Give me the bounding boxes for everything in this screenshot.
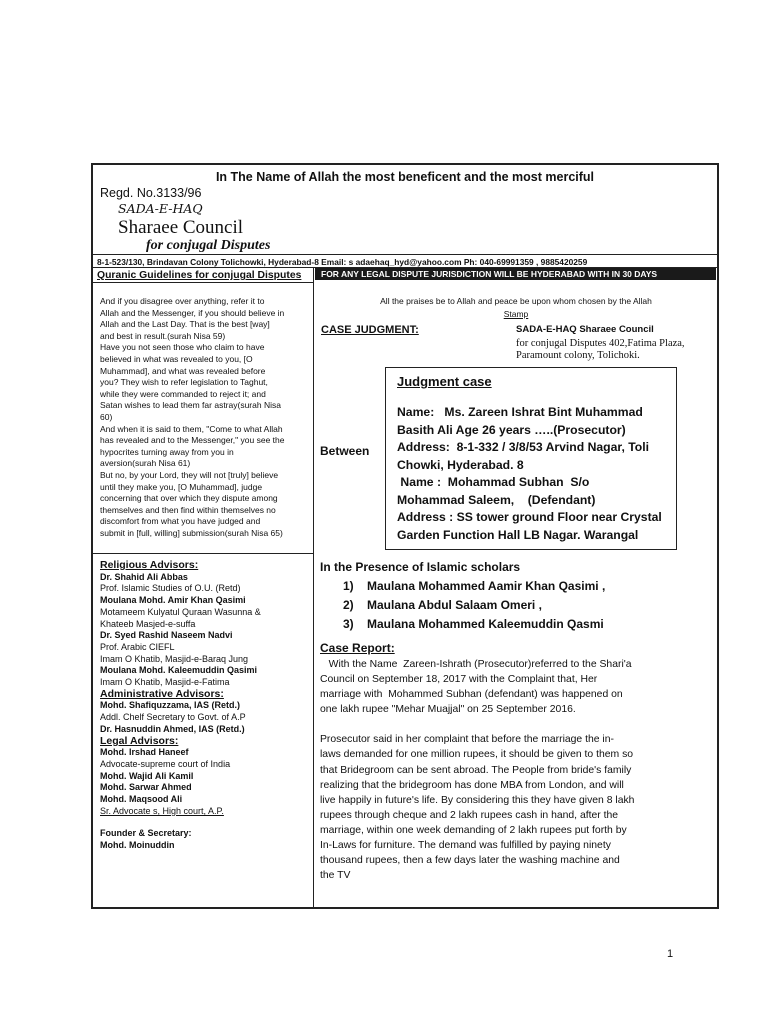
report-line: marriage, within one week demanding of 2 lakh rupees put forth by: [320, 824, 627, 836]
org-address: 8-1-523/130, Brindavan Colony Tolichowki, Hyderabad-8 Email: s adaehaq_hyd@yahoo.com Ph: 040-69991359 , 9885420259: [97, 257, 588, 267]
quran-line: And when it is said to them, "Come to what Allah: [100, 423, 283, 434]
parties-details: [397, 404, 672, 544]
quran-line: believed in what was revealed to you, [O: [100, 353, 253, 364]
report-line: live happily in future's life. By considering this they have given 8 lakh: [320, 794, 635, 806]
advisor-line: Motameem Kulyatul Quraan Wasunna &: [100, 606, 261, 617]
quran-line: discomfort from what you have judged and: [100, 516, 261, 527]
party-detail-line: Address: 8-1-332 / 3/8/53 Arvind Nagar, Toli: [397, 440, 649, 454]
quran-line: Allah and the Last Day. That is the best [way]: [100, 319, 270, 330]
quran-line: while they were commanded to reject it; and: [100, 388, 266, 399]
party-detail-line: Mohammad Saleem, (Defendant): [397, 492, 596, 507]
advisor-line: Dr. Shahid Ali Abbas: [100, 571, 188, 582]
case-judgment-heading: CASE JUDGMENT:: [321, 324, 419, 336]
quran-line: 60): [100, 411, 113, 422]
report-line: thousand rupees, then a few days later the washing machine and: [320, 855, 620, 867]
legal-advisors-heading: Legal Advisors:: [100, 734, 179, 747]
quran-line: concerning that over which they dispute among: [100, 493, 278, 504]
scholar-name: Maulana Abdul Salaam Omeri ,: [367, 598, 542, 612]
advisor-line: Mohd. Shafiquzzama, IAS (Retd.): [100, 700, 241, 711]
party-detail-line: Chowki, Hyderabad. 8: [397, 457, 524, 472]
admin-advisors-heading: Administrative Advisors:: [100, 687, 224, 700]
report-line: In-Laws for furniture. The demand was fulfilled by paying ninety: [320, 840, 611, 852]
advisor-line: Mohd. Wajid Ali Kamil: [100, 770, 194, 781]
report-line: Prosecutor said in her complaint that before the marriage the in-: [320, 734, 614, 746]
stamp-title: SADA-E-HAQ Sharaee Council: [516, 324, 654, 335]
party-detail-line: Address : SS tower ground Floor near Crystal: [397, 510, 662, 524]
quran-line: Satan wishes to lead them far astray(surah Nisa: [100, 400, 281, 411]
stamp-label: Stamp: [503, 309, 529, 319]
stamp-address: [516, 338, 685, 361]
divider-quran-head: [92, 282, 313, 283]
advisor-line: Advocate-supreme court of India: [100, 758, 231, 769]
presence-heading: In the Presence of Islamic scholars: [320, 560, 521, 574]
quran-heading: Quranic Guidelines for conjugal Disputes: [97, 270, 302, 281]
org-name: SADA-E-HAQ: [118, 201, 203, 216]
advisors-list: [100, 560, 310, 852]
report-line: realizing that the bridegroom has done MBA from London, and will: [320, 779, 624, 791]
org-subtitle: for conjugal Disputes: [146, 238, 271, 253]
report-line: the TV: [320, 870, 351, 882]
advisor-line: Sr. Advocate s, High court, A.P.: [100, 805, 224, 816]
quran-line: And if you disagree over anything, refer it to: [100, 296, 265, 306]
column-divider: [313, 267, 314, 908]
scholar-number: 1): [343, 579, 354, 593]
advisor-line: Dr. Hasnuddin Ahmed, IAS (Retd.): [100, 723, 245, 734]
quran-guidelines: [100, 296, 310, 539]
quran-line: hypocrites turning away from you in: [100, 446, 234, 457]
quran-line: has revealed and to the Messenger," you see the: [100, 435, 285, 446]
report-line: one lakh rupee "Mehar Muajjal" on 25 September 2016.: [320, 704, 576, 716]
quran-line: Muhammad], and what was revealed before: [100, 365, 266, 376]
quran-line: Have you not seen those who claim to have: [100, 342, 265, 353]
spacer: [320, 717, 715, 732]
stamp-line-2: Paramount colony, Tolichoki.: [516, 349, 640, 361]
quran-line: you? They wish to refer legislation to Taghut,: [100, 377, 268, 388]
advisor-line: Moulana Mohd. Amir Khan Qasimi: [100, 595, 246, 606]
religious-advisors-heading: Religious Advisors:: [100, 559, 199, 571]
advisor-line: Mohd. Irshad Haneef: [100, 747, 189, 758]
advisor-line: Imam O Khatib, Masjid-e-Fatima: [100, 677, 230, 688]
quran-line: Allah and the Messenger, if you should believe in: [100, 307, 285, 318]
registration-number: Regd. No.3133/96: [100, 186, 202, 200]
quran-line: until they make you, [O Muhammad], judge: [100, 481, 263, 492]
jurisdiction-banner: FOR ANY LEGAL DISPUTE JURISDICTION WILL BE HYDERABAD WITH IN 30 DAYS: [315, 268, 716, 280]
scholar-number: 3): [343, 617, 354, 631]
divider-top: [92, 254, 718, 255]
scholar-name: Maulana Mohammed Aamir Khan Qasimi ,: [367, 579, 606, 593]
advisor-line: Khateeb Masjed-e-suffa: [100, 618, 196, 629]
between-label: Between: [320, 444, 370, 458]
quran-line: and best in result.(surah Nisa 59): [100, 330, 226, 341]
org-council: Sharaee Council: [118, 217, 244, 238]
founder-heading: Founder & Secretary:: [100, 828, 192, 839]
report-line: rupees through cheque and 2 lakh rupees cash in hand, after the: [320, 809, 619, 821]
scholar-item: [343, 577, 605, 596]
advisor-line: Moulana Mohd. Kaleemuddin Qasimi: [100, 665, 258, 676]
page-number: 1: [667, 948, 674, 960]
scholar-number: 2): [343, 598, 354, 612]
scholar-item: [343, 615, 605, 634]
party-detail-line: Garden Function Hall LB Nagar. Warangal: [397, 527, 639, 542]
party-detail-line: Name: Ms. Zareen Ishrat Bint Muhammad: [397, 405, 643, 419]
scholars-list: [343, 577, 605, 634]
quran-line: submit in [full, willing] submission(surah Nisa 65): [100, 527, 283, 538]
party-detail-line: Name : Mohammad Subhan S/o: [397, 475, 590, 489]
praise-text: [318, 295, 714, 321]
case-report-heading: Case Report:: [320, 641, 395, 655]
advisor-line: Dr. Syed Rashid Naseem Nadvi: [100, 630, 233, 641]
report-line: that Bridegroom can be sent abroad. The People from bride's family: [320, 764, 632, 776]
stamp-line-1: for conjugal Disputes 402,Fatima Plaza,: [516, 338, 685, 349]
judgment-case-heading: Judgment case: [397, 374, 492, 389]
quran-line: aversion(surah Nisa 61): [100, 458, 191, 469]
document-title: In The Name of Allah the most beneficent and the most merciful: [215, 170, 595, 184]
spacer: [100, 817, 310, 828]
praise-line: All the praises be to Allah and peace be upon whom chosen by the Allah: [380, 296, 652, 306]
advisor-line: Mohd. Sarwar Ahmed: [100, 782, 192, 793]
founder-name: Mohd. Moinuddin: [100, 840, 175, 851]
advisor-line: Addl. Chelf Secretary to Govt. of A.P: [100, 712, 246, 723]
case-report-body: [320, 657, 715, 883]
report-line: With the Name Zareen-Ishrath (Prosecutor)referred to the Shari'a: [320, 659, 632, 670]
advisor-line: Imam O Khatib, Masjid-e-Baraq Jung: [100, 653, 249, 664]
advisor-line: Prof. Islamic Studies of O.U. (Retd): [100, 583, 241, 594]
quran-line: themselves and then find within themselves no: [100, 504, 276, 515]
quran-line: But no, by your Lord, they will not [truly] believe: [100, 469, 279, 480]
report-line: laws demanded for one million rupees, it should be given to them so: [320, 749, 634, 761]
report-line: marriage with Mohammed Subhan (defendant) was happened on: [320, 689, 623, 701]
divider-quran-bottom: [92, 553, 313, 554]
scholar-item: [343, 596, 605, 615]
advisor-line: Mohd. Maqsood Ali: [100, 794, 183, 805]
scholar-name: Maulana Mohammed Kaleemuddin Qasmi: [367, 617, 604, 631]
report-line: Council on September 18, 2017 with the Complaint that, Her: [320, 674, 598, 686]
party-detail-line: Basith Ali Age 26 years …..(Prosecutor): [397, 422, 626, 437]
advisor-line: Prof. Arabic CIEFL: [100, 641, 175, 652]
